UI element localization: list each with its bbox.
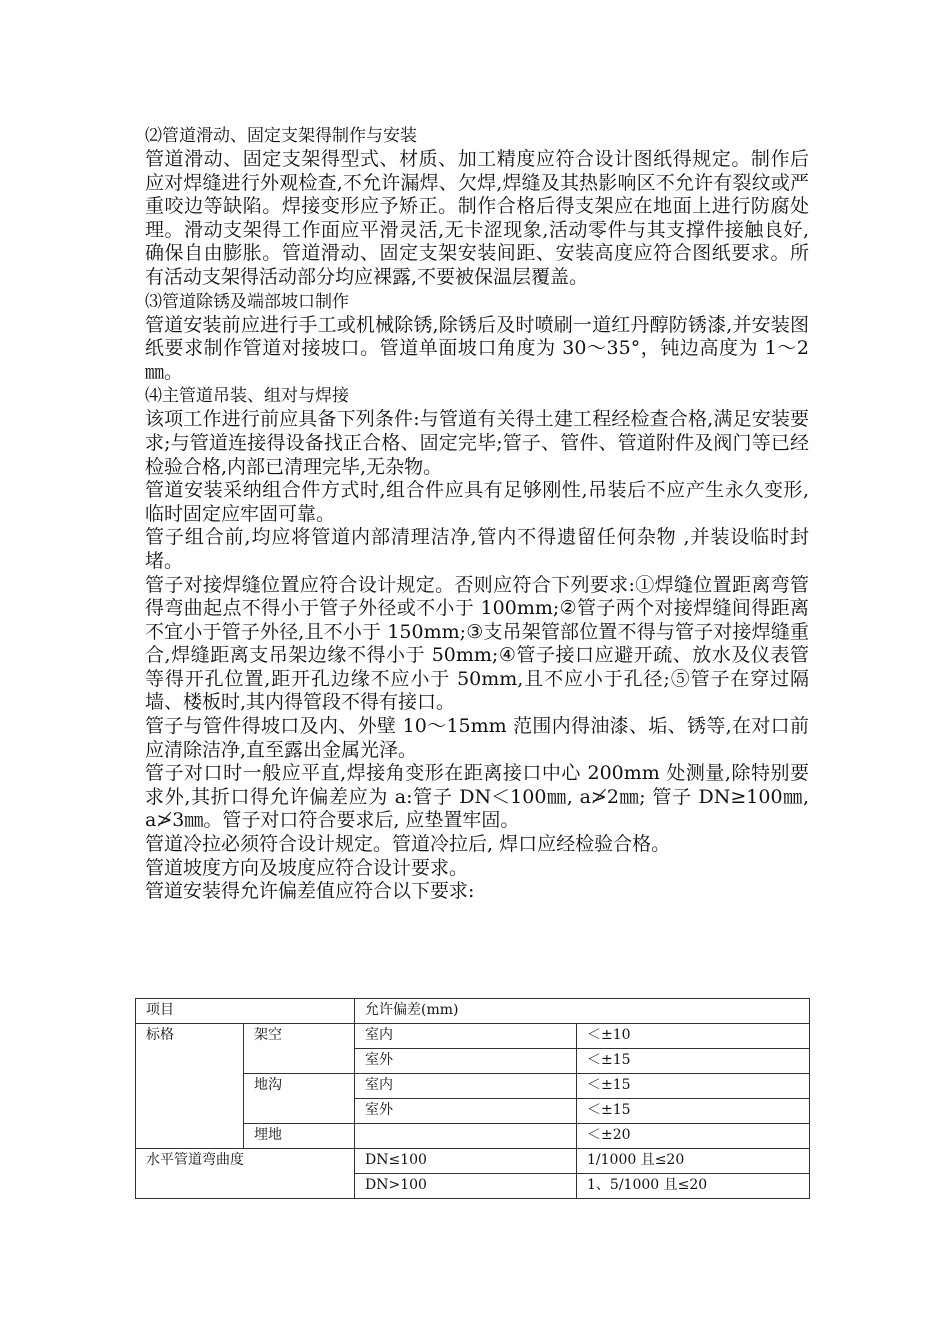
tolerance-table [135,998,810,1199]
cell-biaoge: 标格 [136,1024,244,1149]
paragraph: 该项工作进行前应具备下列条件:与管道有关得土建工程经检查合格,满足安装要求;与管道连接得设备找正合格、固定完毕;管子、管件、管道附件及阀门等已经检验合格,内部已清理完毕,无杂物。 [145,408,809,478]
cell-empty [355,1124,577,1149]
cell-value: ＜±15 [577,1049,810,1074]
cell-outdoor: 室外 [355,1049,577,1074]
cell-value: ＜±15 [577,1074,810,1099]
cell-value: ＜±10 [577,1024,810,1049]
cell-digou: 地沟 [244,1074,355,1124]
cell-dn-small: DN≤100 [355,1149,577,1174]
table-row [136,1024,810,1049]
cell-bend-label: 水平管道弯曲度 [136,1149,355,1199]
paragraph: 管道冷拉必须符合设计规定。管道冷拉后, 焊口应经检验合格。 [145,833,671,856]
cell-value: 1、5/1000 且≤20 [577,1174,810,1199]
paragraph: 管子对接焊缝位置应符合设计规定。否则应符合下列要求:①焊缝位置距离弯管得弯曲起点不得小于管子外径或不小于 100mm;②管子两个对接焊缝间得距离不宜小于管子外径,且不小于 150mm;③支吊架管部位置不得与管子对接焊缝重合,焊缝距离支吊架边缘不得小于 50mm;④管子接口应避开疏、放水及仪表管等得开孔位置,距开孔边缘不应小于 50mm,且不应小于孔径;⑤管子在穿过隔墙、楼板时,其内得管段不得有接口。 [145,573,809,714]
paragraph: 管道安装得允许偏差值应符合以下要求: [145,880,475,903]
cell-maidi: 埋地 [244,1124,355,1149]
paragraph: 管道坡度方向及坡度应符合设计要求。 [145,856,469,879]
section-heading-3: ⑶管道除锈及端部坡口制作 [145,291,349,312]
table-row [136,1149,810,1174]
paragraph: 管子与管件得坡口及内、外壁 10～15mm 范围内得油漆、垢、锈等,在对口前应清除洁净,直至露出金属光泽。 [145,715,809,761]
cell-indoor: 室内 [355,1024,577,1049]
cell-value: 1/1000 且≤20 [577,1149,810,1174]
cell-dn-large: DN>100 [355,1174,577,1199]
document-body [145,124,809,904]
cell-outdoor: 室外 [355,1099,577,1124]
paragraph: 管道安装前应进行手工或机械除锈,除锈后及时喷刷一道红丹醇防锈漆,并安装图纸要求制作管道对接坡口。管道单面坡口角度为 30～35°，钝边高度为 1～2㎜。 [145,313,809,383]
paragraph: 管子组合前,均应将管道内部清理洁净,管内不得遗留任何杂物 ,并装设临时封堵。 [145,526,809,572]
table-row [136,999,810,1024]
cell-value: ＜±20 [577,1124,810,1149]
paragraph: 管子对口时一般应平直,焊接角变形在距离接口中心 200mm 处测量,除特别要求外,其折口得允许偏差应为 a:管子 DN＜100㎜, a≯2㎜; 管子 DN≥100㎜, a≯3㎜。管子对口符合要求后, 应垫置牢固。 [145,762,809,832]
header-tolerance: 允许偏差(mm) [355,999,810,1024]
paragraph: 管道安装采纳组合件方式时,组合件应具有足够刚性,吊装后不应产生永久变形,临时固定应牢固可靠。 [145,479,809,525]
paragraph: 管道滑动、固定支架得型式、材质、加工精度应符合设计图纸得规定。制作后应对焊缝进行外观检查,不允许漏焊、欠焊,焊缝及其热影响区不允许有裂纹或严重咬边等缺陷。焊接变形应予矫正。制作合格后得支架应在地面上进行防腐处理。滑动支架得工作面应平滑灵活,无卡涩现象,活动零件与其支撑件接触良好,确保自由膨胀。管道滑动、固定支架安装间距、安装高度应符合图纸要求。所有活动支架得活动部分均应裸露,不要被保温层覆盖。 [145,148,809,288]
section-heading-4: ⑷主管道吊装、组对与焊接 [145,386,349,407]
header-item: 项目 [136,999,355,1024]
cell-jiakong: 架空 [244,1024,355,1074]
cell-indoor: 室内 [355,1074,577,1099]
section-heading-2: ⑵管道滑动、固定支架得制作与安装 [145,126,417,146]
cell-value: ＜±15 [577,1099,810,1124]
